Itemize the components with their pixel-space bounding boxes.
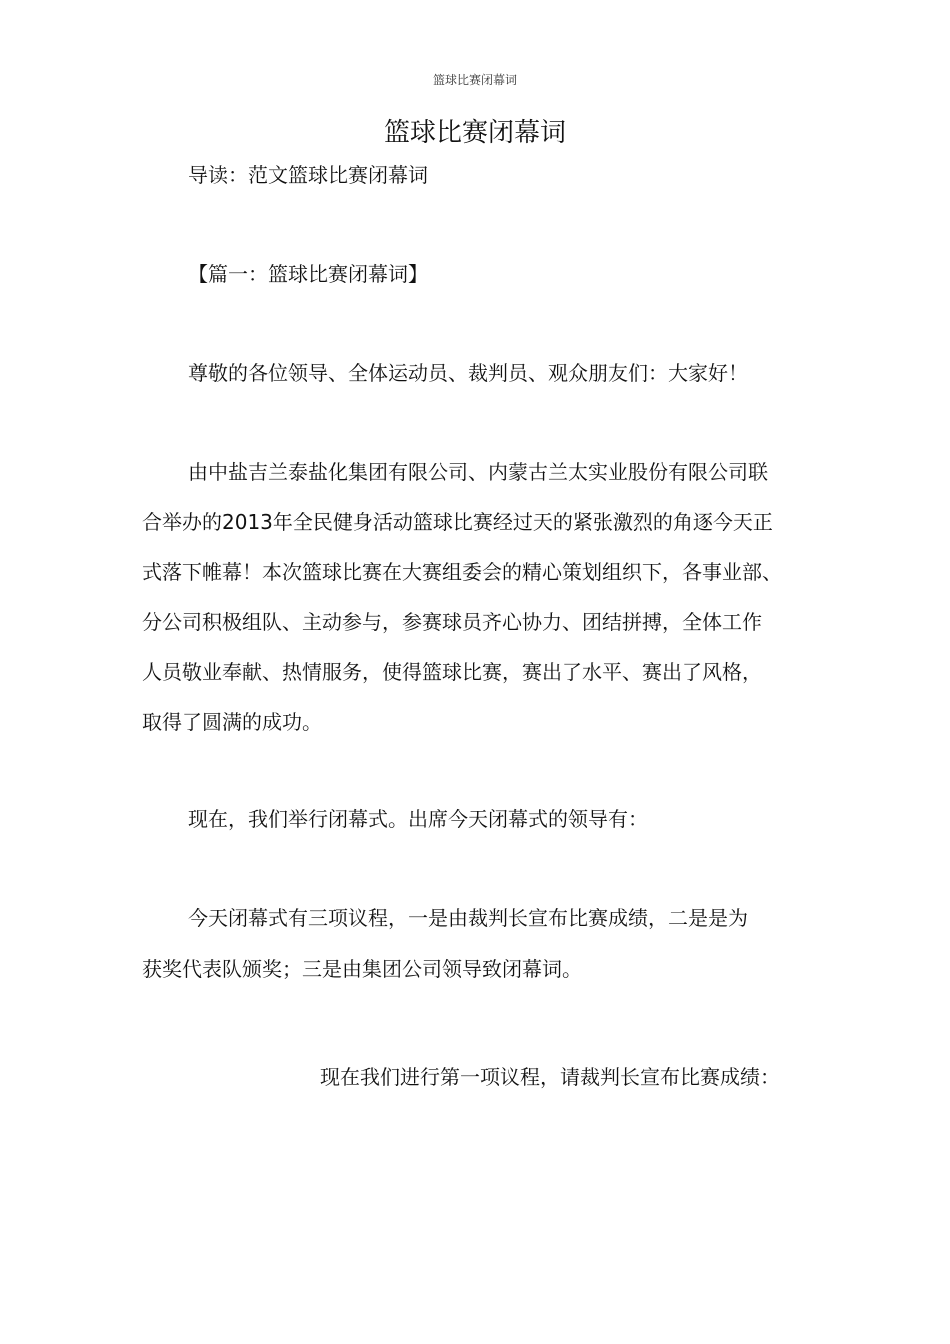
paragraph-line: 人员敬业奉献、热情服务，使得篮球比赛，赛出了水平、赛出了风格， <box>142 660 762 684</box>
running-header: 篮球比赛闭幕词 <box>432 73 517 87</box>
greeting-line: 尊敬的各位领导、全体运动员、裁判员、观众朋友们：大家好！ <box>188 361 748 385</box>
document-title: 篮球比赛闭幕词 <box>383 118 566 148</box>
paragraph-line: 式落下帷幕！本次篮球比赛在大赛组委会的精心策划组织下，各事业部、 <box>142 560 782 584</box>
paragraph-4: 现在我们进行第一项议程，请裁判长宣布比赛成绩： <box>320 1065 780 1089</box>
paragraph-line: 今天闭幕式有三项议程，一是由裁判长宣布比赛成绩，二是是为 <box>188 906 748 930</box>
paragraph-2: 现在，我们举行闭幕式。出席今天闭幕式的领导有： <box>188 807 648 831</box>
paragraph-line: 获奖代表队颁奖；三是由集团公司领导致闭幕词。 <box>142 957 582 981</box>
paragraph-line: 由中盐吉兰泰盐化集团有限公司、内蒙古兰太实业股份有限公司联 <box>188 460 768 484</box>
paragraph-line: 分公司积极组队、主动参与，参赛球员齐心协力、团结拼搏，全体工作 <box>142 610 762 634</box>
lead-line: 导读：范文篮球比赛闭幕词 <box>188 163 428 187</box>
paragraph-line: 合举办的2013年全民健身活动篮球比赛经过天的紧张激烈的角逐今天正 <box>142 510 773 534</box>
section-heading: 【篇一：篮球比赛闭幕词】 <box>188 262 428 286</box>
paragraph-line: 取得了圆满的成功。 <box>142 710 322 734</box>
